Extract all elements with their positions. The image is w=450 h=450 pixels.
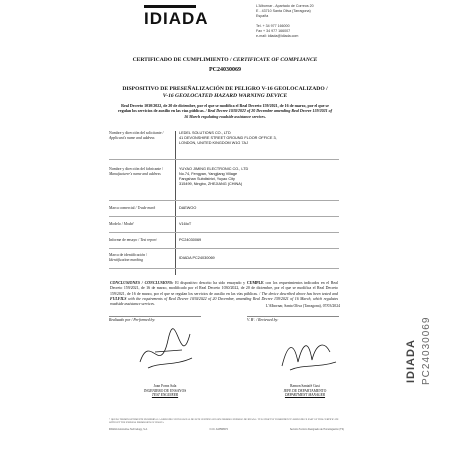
signer-left [120, 384, 210, 398]
field-value-applicant [179, 131, 277, 146]
regulation-es: Real Decreto 1030/2022, de 20 de diciembre, por el que se modifica el Real Decreto 159/2021, de 16 de marzo, por el que se regulan los servicios de auxilio en las vías públicas. / [118, 103, 329, 114]
field-separator [109, 200, 339, 201]
label-es: Nombre y dirección del fabricante / [109, 167, 164, 171]
conclusions-text-en2: with the requirements of Real Decree 1030/2022 of 20 December, amending Real Decree 159/2021 of 16 March, which regulates roadside assistance services. [110, 296, 338, 307]
side-logo: IDIADA [405, 339, 417, 383]
footer-nif: N.I.F. A43588972 [209, 428, 228, 431]
address-line: e-mail: idiada@idiada.com [256, 34, 299, 38]
field-value-trademark: DAEWOO [179, 206, 197, 210]
place-and-date: L'Albornar, Santa Oliva (Tarragona), 07/03/2024 [265, 304, 340, 308]
footer-company: IDIADA Automotive Technology, S.A. [109, 428, 148, 431]
certificate-title-en: CERTIFICATE OF COMPLIANCE [232, 57, 318, 63]
conclusions-heading: CONCLUSIONES / CONCLUSIONS: [110, 281, 174, 285]
performed-by-text: Realizado por / Performed by: [109, 318, 156, 322]
label-en: Applicant's name and address [109, 136, 155, 140]
certificate-title [0, 57, 450, 63]
field-value-manufacturer [179, 167, 248, 187]
conclusions-cumple: CUMPLE [246, 281, 264, 285]
label-en: Model [123, 222, 134, 226]
value-line: No.74, Fengyan, Yangjiang Village [179, 172, 238, 176]
address-line: L'Albornar - Apartado de Correos 20 [256, 4, 314, 8]
certificate-number: PC24030069 [209, 67, 241, 73]
label-en: Trade mark [137, 206, 156, 210]
field-label-test-report [109, 238, 157, 243]
reviewed-by-text: V. Bº. / Reviewed by: [247, 318, 279, 322]
label-es: Marca comercial / [109, 206, 137, 210]
field-label-trademark [109, 206, 155, 211]
footer-service: Servicio Técnico Designado de Homologación (TS) [289, 428, 344, 431]
value-line: 315499, Ningbo, ZHEJIANG (CHINA) [179, 182, 243, 186]
field-value-test-report: PC24030069 [179, 238, 202, 242]
signature-left-image [120, 322, 210, 384]
conclusions-text-es: El dispositivo descrito ha sido ensayado y [173, 281, 247, 285]
value-line: LONDON, UNITED KINGDOM W1G 7AJ [179, 141, 248, 145]
signer-right-title: JEFE DE DEPARTAMENTO [283, 388, 327, 393]
idiada-logo [144, 4, 222, 26]
field-label-applicant [109, 131, 164, 141]
value-line: Fangshan Subdistrict, Yuyao City [179, 177, 235, 181]
field-divider [175, 131, 176, 275]
logo-text: IDIADA [144, 9, 209, 28]
signer-right [260, 384, 350, 398]
field-label-model [109, 222, 133, 227]
address-line: Tel. + 34 977 166000 [256, 24, 290, 28]
field-separator [109, 232, 339, 233]
regulation-en: Real Decree 1030/2022 of 20 December amending Real Decree 159/2021 of 16 March regulating roadside assistance services. [184, 108, 332, 119]
address-line: Fax + 34 977 166007 [256, 29, 291, 33]
side-certificate-code: PC24030069 [421, 316, 432, 385]
footnote-text: QUEDA TERMINANTEMENTE PROHIBIDA LA REPRODUCCIÓN PARCIAL DE ESTE CERTIFICADO SIN PERMISO EXPRESO DE IDIADA / IT IS STRICTLY FORBIDDEN TO REPRODUCE PART OF THIS CERTIFICATE WITHOUT THE EXPRESS PERMISSION OF IDIADA [109, 418, 339, 424]
logo-bar [144, 5, 196, 8]
field-label-manufacturer [109, 167, 163, 177]
device-title-en: V-16 GEOLOCATED HAZARD WARNING DEVICE [162, 93, 288, 99]
signer-left-role: TEST ENGINEER [151, 393, 179, 398]
field-separator [109, 216, 339, 217]
page-footer [109, 428, 344, 431]
reproduction-footnote [109, 418, 344, 424]
signature-line-right [247, 316, 339, 317]
signer-right-name: Ramon Santafé Gusi [290, 384, 320, 388]
signature-line-left [109, 316, 201, 317]
signer-left-title: INGENIERO DE ENSAYOS [143, 388, 187, 393]
value-line: YUYAO JIMING ELECTRONIC CO., LTD [179, 167, 249, 171]
field-separator [109, 248, 339, 249]
address-line: E - 43710 Santa Oliva (Tarragona) [256, 9, 311, 13]
conclusions-fulfils: FULFILS [110, 296, 127, 301]
signature-right-image [260, 322, 350, 384]
label-en: Manufacturer's name and address [109, 172, 161, 176]
value-line: 41 DEVONSHIRE STREET GROUND FLOOR OFFICE 3, [179, 136, 277, 140]
signer-left-name: Joan Forns Sala [153, 384, 177, 388]
field-separator [109, 268, 339, 269]
label-en: Identification marking [109, 258, 144, 262]
regulation-reference [116, 103, 334, 119]
signer-right-role: DEPARTMENT MANAGER [284, 393, 326, 398]
company-address [256, 4, 314, 39]
label-es: Modelo / [109, 222, 123, 226]
field-value-model: V16IoT [179, 222, 192, 226]
field-label-identification [109, 253, 147, 263]
label-es: Marca de identificación / [109, 253, 148, 257]
certificate-title-es: CERTIFICADO DE CUMPLIMIENTO / [132, 57, 232, 63]
address-line: España [256, 14, 269, 18]
field-value-identification: IDIADA PC24030069 [179, 256, 215, 260]
label-en: Test report [140, 238, 157, 242]
label-es: Informe de ensayo / [109, 238, 140, 242]
conclusions-text-en: The device described above has been tested and [261, 291, 338, 296]
field-separator [109, 159, 339, 160]
footnote-marker: * [109, 418, 111, 421]
device-title-es: DISPOSITIVO DE PRESEÑALIZACIÓN DE PELIGRO V-16 GEOLOCALIZADO / [122, 86, 328, 92]
value-line: LEDEL SOLUTIONS CO., LTD [179, 131, 231, 135]
label-es: Nombre y dirección del solicitante / [109, 131, 164, 135]
conclusions-text-es2: con los requerimientos indicados en el Real Decreto 159/2021, de 16 de marzo, modificado por el Real Decreto 1030/2022, de 20 de diciembre, por el que se modifica el Real Decreto 159/2021, de 16 de marzo, por el que se regulan los servicios de auxilio en las vías públicas. / [110, 281, 338, 296]
